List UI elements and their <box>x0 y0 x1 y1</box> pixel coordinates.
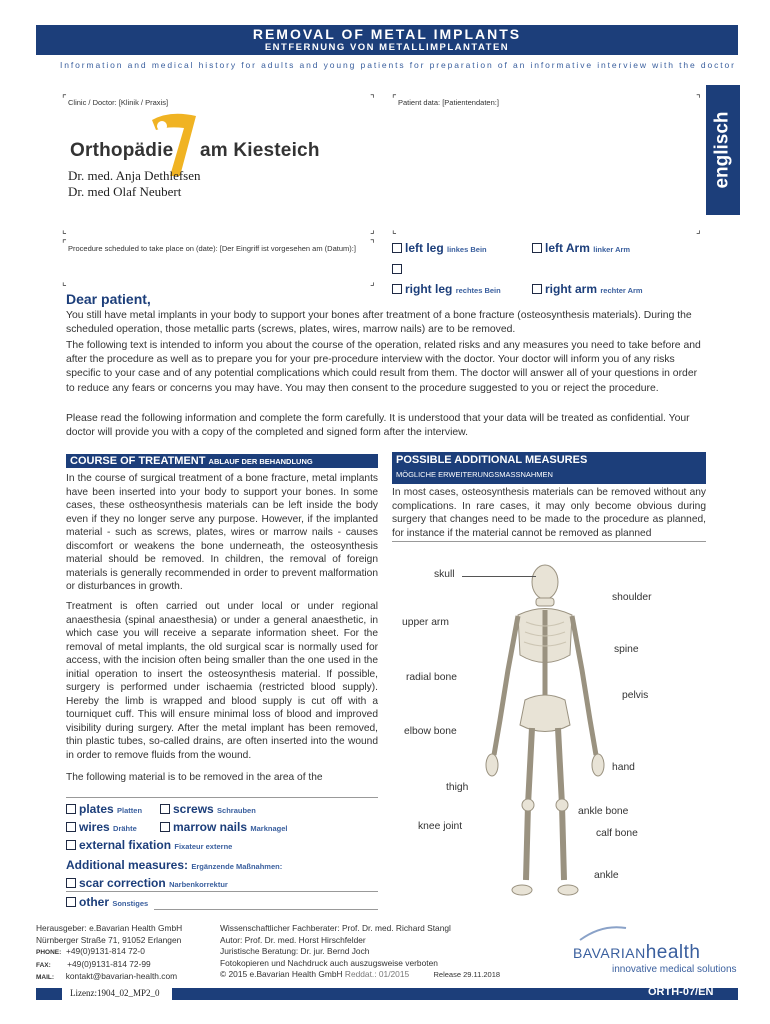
doctor-name-1: Dr. med. Anja Dethlefsen <box>68 168 201 183</box>
checkbox[interactable] <box>532 284 542 294</box>
logo-name-right: am Kiesteich <box>200 140 320 161</box>
leader-line <box>462 576 536 577</box>
label-shoulder: shoulder <box>612 592 652 603</box>
footer-credits: Wissenschaftlicher Fachberater: Prof. Dr. med. Richard Stangl Autor: Prof. Dr. med. Horst Hirschfelder Juristische Beratung: Dr. jur. Bernd Joch Fotokopieren und Nachdruck auch auszugsweise verboten © 2015 e.Bavarian Health GmbH Reddat.: 01/2015 Release 29.11.2018 <box>220 923 501 979</box>
skeleton-illustration <box>470 560 620 910</box>
checkbox[interactable] <box>66 840 76 850</box>
label-calf-bone: calf bone <box>596 828 638 839</box>
document-subtitle: ENTFERNUNG VON METALLIMPLANTATEN <box>264 42 510 53</box>
right-arm-option[interactable]: right arm rechter Arm <box>532 282 643 296</box>
patient-data-field[interactable] <box>398 110 698 220</box>
doctor-name-2: Dr. med Olaf Neubert <box>68 184 182 199</box>
label-skull: skull <box>434 569 455 580</box>
left-leg-option[interactable]: left leg linkes Bein <box>392 241 487 255</box>
label-elbow-bone: elbow bone <box>404 726 457 737</box>
possible-measures-heading: POSSIBLE ADDITIONAL MEASURES MÖGLICHE ERWEITERUNGSMASSNAHMEN <box>392 452 706 484</box>
label-ankle: ankle <box>594 870 619 881</box>
course-paragraph-2: Treatment is often carried out under local or under regional anaesthesia (spinal anaesthesia) or under a general anaesthetic, in which case you will receive a separate information sheet. For the removal of metal implants, the old surgical scar is normally used for access, with the incision often being smaller than the one used in the initial operation to insert the osteosynthesis material. If possible, surgery is performed under ischaemia (restricted blood supply). Hereby the limb is wrapped and blood supply is cut off with a tourniquet cuff. This will ensure minimal loss of blood and improved visibility during surgery. After the metal implant has been removed, thin plastic tubes, so-called drains, are often inserted into the wound in order to remove fluids from the wound. <box>66 601 378 761</box>
corner-mark: ⌜ <box>392 94 397 105</box>
corner-mark: ⌞ <box>392 225 397 236</box>
label-knee-joint: knee joint <box>418 821 463 832</box>
checkbox[interactable] <box>66 878 76 888</box>
corner-mark: ⌝ <box>696 94 701 105</box>
procedure-date-field[interactable] <box>68 256 368 278</box>
external-fixation-option[interactable]: external fixation Fixateur externe <box>66 838 232 852</box>
label-pelvis: pelvis <box>622 690 649 701</box>
checkbox[interactable] <box>160 822 170 832</box>
label-spine: spine <box>614 644 639 655</box>
corner-mark: ⌟ <box>696 225 701 236</box>
corner-mark: ⌝ <box>370 239 375 250</box>
label-ankle-bone: ankle bone <box>578 806 629 817</box>
label-radial-bone: radial bone <box>406 672 457 683</box>
divider <box>392 541 706 542</box>
title-banner <box>36 25 738 55</box>
brand-tagline: innovative medical solutions <box>612 964 737 975</box>
document-title: REMOVAL OF METAL IMPLANTS <box>252 26 522 42</box>
intro-line: Information and medical history for adults and young patients for preparation of an informative interview with the doctor <box>60 60 736 70</box>
checkbox[interactable] <box>66 804 76 814</box>
clinic-label: Clinic / Doctor: [Klinik / Praxis] <box>68 98 169 107</box>
footer-publisher: Herausgeber: e.Bavarian Health GmbH Nürnberger Straße 71, 91052 Erlangen PHONE: +49(0)9131-814 72-0 FAX: +49(0)9131-814 72-99 MAIL: kontakt@bavarian-health.com <box>36 923 183 981</box>
corner-mark: ⌞ <box>62 277 67 288</box>
brand-logo: BAVARIANhealth <box>573 942 701 963</box>
patient-data-label: Patient data: [Patientendaten:] <box>398 98 499 107</box>
course-paragraph-3: The following material is to be removed in the area of the <box>66 772 323 783</box>
salutation: Dear patient, <box>66 291 151 307</box>
checkbox[interactable] <box>66 822 76 832</box>
blank-option[interactable] <box>392 262 405 276</box>
checkbox[interactable] <box>66 897 76 907</box>
screws-option[interactable]: screws Schrauben <box>160 802 256 816</box>
marrow-nails-option[interactable]: marrow nails Marknagel <box>160 820 287 834</box>
divider <box>66 891 378 892</box>
corner-mark: ⌞ <box>62 225 67 236</box>
intro-paragraph-3: Please read the following information and complete the form carefully. It is understood that your data will be treated as confidential. Your doctor will provide you with a copy of the completed and signed form after the interview. <box>66 413 690 439</box>
possible-measures-paragraph: In most cases, osteosynthesis materials can be removed without any complications. In rare cases, it may only become obvious during surgery that changes need to be made to the procedure as planned, for instance if the material cannot be removed as planned <box>392 487 706 539</box>
other-option[interactable]: other Sonstiges <box>66 895 148 909</box>
other-input-line[interactable] <box>154 909 378 910</box>
logo-name-left: Orthopädie <box>70 140 174 161</box>
language-tab: englisch <box>706 85 740 215</box>
plates-option[interactable]: plates Platten <box>66 802 142 816</box>
checkbox[interactable] <box>532 243 542 253</box>
right-leg-option[interactable]: right leg rechtes Bein <box>392 282 501 296</box>
license-code: Lizenz:1904_02_MP2_0 <box>70 988 160 998</box>
document-code: ORTH-07/EN <box>648 986 714 998</box>
corner-mark: ⌜ <box>62 94 67 105</box>
label-hand: hand <box>612 762 635 773</box>
scar-correction-option[interactable]: scar correction Narbenkorrektur <box>66 876 228 890</box>
checkbox[interactable] <box>160 804 170 814</box>
additional-measures-label: Additional measures: Ergänzende Maßnahmen: <box>66 858 283 872</box>
corner-mark: ⌟ <box>370 277 375 288</box>
checkbox[interactable] <box>392 264 402 274</box>
wires-option[interactable]: wires Drähte <box>66 820 137 834</box>
brand-swoosh-icon <box>578 924 628 942</box>
corner-mark: ⌟ <box>370 225 375 236</box>
course-paragraph-1: In the course of surgical treatment of a bone fracture, metal implants have been inserted into your body to support your bones. In some cases, these ostheosynthesis materials can be left inside the body even if they no longer serve any purpose. However, if the implanted material - such as screws, plates, wires or marrow nails - causes discomfort or weakens the bone underneath, the osteosynthesis material should be removed. In children, the removal of foreign materials is generally recommended in order to prevent malformation or disturbances in growth. <box>66 473 378 592</box>
checkbox[interactable] <box>392 243 402 253</box>
label-thigh: thigh <box>446 782 469 793</box>
left-arm-option[interactable]: left Arm linker Arm <box>532 241 630 255</box>
intro-paragraph-2: The following text is intended to inform you about the course of the operation, related risks and any measures you need to take before and after the procedure as well as to prepare you for your pre-procedure interview with the doctor. Your doctor will inform you of any risks specific to your case and of any potential complications which could result from them. The doctor will answer all of your questions in order to reduce any fears or concerns you may have. You may then consent to the procedure suggested to you or reject the procedure. <box>66 340 701 394</box>
course-heading: COURSE OF TREATMENT ABLAUF DER BEHANDLUNG <box>66 454 378 468</box>
label-upper-arm: upper arm <box>402 617 449 628</box>
procedure-date-label: Procedure scheduled to take place on (date): [Der Eingriff ist vorgesehen am (Datum):] <box>68 244 356 253</box>
intro-paragraph-1: You still have metal implants in your body to support your bones after treatment of a bone fracture (osteosynthesis materials). During the scheduled operation, those metallic parts (screws, plates, wires, marrow nails) are to be removed. <box>66 310 692 336</box>
corner-mark: ⌝ <box>370 94 375 105</box>
divider <box>66 797 378 798</box>
checkbox[interactable] <box>392 284 402 294</box>
corner-mark: ⌜ <box>62 239 67 250</box>
